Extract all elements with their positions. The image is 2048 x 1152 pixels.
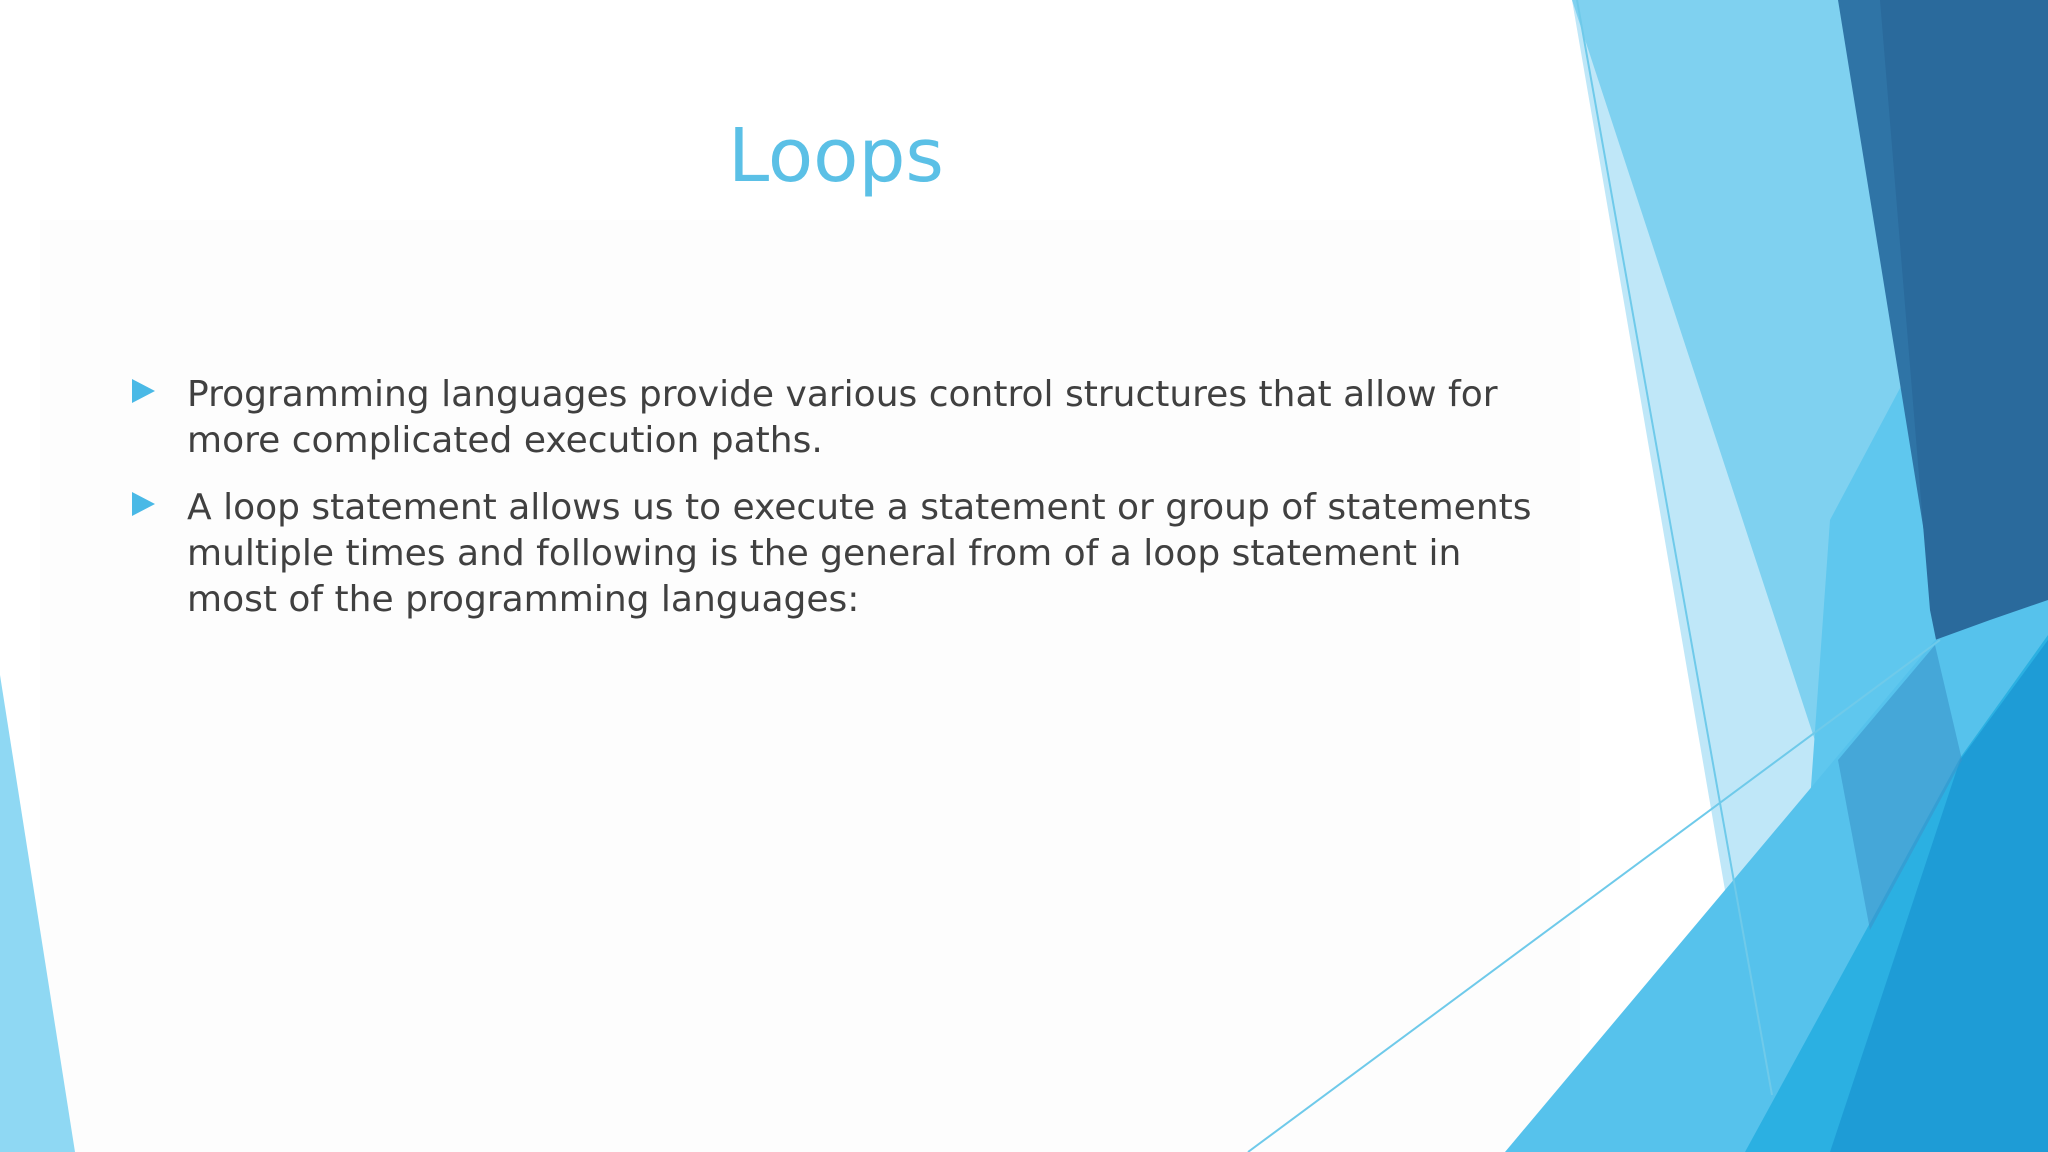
bullet-text: A loop statement allows us to execute a statement or group of statements multiple times and following is the general from of a loop statement in most of the programming languages: <box>187 487 1532 620</box>
triangle-right-icon <box>132 379 155 403</box>
slide-title: Loops <box>727 113 944 199</box>
left-edge-shape <box>0 675 75 1152</box>
bullet-list <box>130 372 1550 644</box>
bullet-item <box>130 372 1550 464</box>
triangle-right-icon <box>132 492 155 516</box>
bullet-item <box>130 485 1550 623</box>
bullet-text: Programming languages provide various control structures that allow for more complicated execution paths. <box>187 374 1498 461</box>
